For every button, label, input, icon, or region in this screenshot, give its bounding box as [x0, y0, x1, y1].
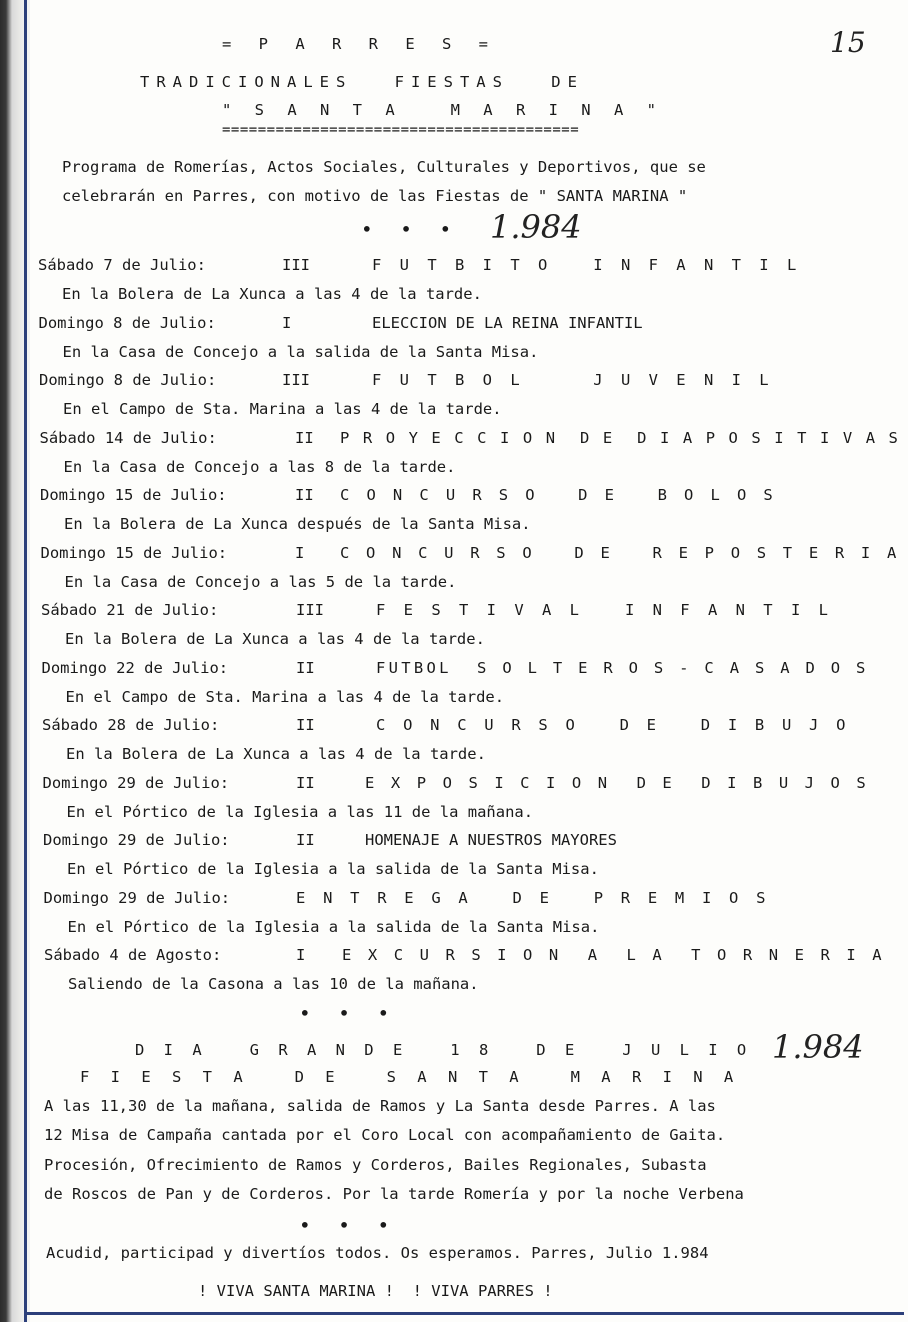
vivas-line: ! VIVA SANTA MARINA ! ! VIVA PARRES ! — [198, 1282, 553, 1300]
main-day-line-2: 12 Misa de Campaña cantada por el Coro Local con acompañamiento de Gaita. — [44, 1126, 726, 1144]
event-place: En la Bolera de La Xunca a las 4 de la tarde. — [62, 285, 482, 303]
main-day-line-3: Procesión, Ofrecimiento de Ramos y Corderos, Bailes Regionales, Subasta — [44, 1156, 707, 1174]
event-date: Domingo 15 de Julio: — [40, 543, 228, 562]
event-title: C O N C U R S O D E D I B U J O — [376, 716, 850, 734]
event-edition: III — [282, 256, 310, 274]
event-title: FUTBOL S O L T E R O S - C A S A D O S — [376, 658, 869, 677]
event-date: Sábado 4 de Agosto: — [44, 946, 222, 964]
event-edition: I — [296, 946, 306, 964]
event-place: En la Bolera de La Xunca después de la Santa Misa. — [64, 515, 531, 533]
page-border-left — [24, 0, 27, 1322]
event-title: F E S T I V A L I N F A N T I L — [376, 601, 833, 619]
event-date: Domingo 29 de Julio: — [43, 888, 231, 907]
separator-dots: • • • — [362, 220, 461, 239]
event-place: En la Casa de Concejo a las 8 de la tarde. — [63, 457, 456, 476]
event-date: Sábado 14 de Julio: — [39, 428, 217, 447]
event-edition: II — [295, 428, 314, 447]
event-date: Domingo 15 de Julio: — [40, 486, 227, 504]
event-place: En la Bolera de La Xunca a las 4 de la tarde. — [65, 630, 485, 648]
event-edition: II — [296, 773, 315, 792]
event-title: ELECCION DE LA REINA INFANTIL — [372, 313, 643, 332]
intro-line-2: celebrarán en Parres, con motivo de las Fiestas de " SANTA MARINA " — [62, 187, 688, 205]
event-date: Domingo 29 de Julio: — [43, 831, 230, 849]
event-date: Sábado 28 de Julio: — [42, 716, 220, 734]
header-title: " S A N T A M A R I N A " — [222, 101, 663, 119]
event-date: Sábado 7 de Julio: — [38, 256, 206, 274]
event-place: En el Pórtico de la Iglesia a la salida de la Santa Misa. — [67, 860, 599, 878]
event-date: Domingo 8 de Julio: — [39, 371, 217, 389]
event-place: En el Campo de Sta. Marina a las 4 de la tarde. — [65, 687, 505, 706]
event-title: P R O Y E C C I O N D E D I A P O S I T I V A S — [340, 428, 900, 447]
event-title: F U T B O L J U V E N I L — [372, 371, 774, 389]
event-title: E N T R E G A D E P R E M I O S — [296, 888, 770, 907]
event-place: En el Pórtico de la Iglesia a las 11 de la mañana. — [66, 802, 534, 821]
main-day-subheading: F I E S T A D E S A N T A M A R I N A — [80, 1068, 740, 1086]
main-day-line-4: de Roscos de Pan y de Corderos. Por la tarde Romería y por la noche Verbena — [44, 1185, 744, 1203]
event-date: Domingo 22 de Julio: — [41, 658, 229, 677]
page-border-bottom — [24, 1312, 904, 1315]
separator-dots-3: • • • — [300, 1216, 399, 1235]
separator-dots-2: • • • — [300, 1004, 399, 1023]
event-date: Sábado 21 de Julio: — [41, 601, 219, 619]
event-edition: III — [282, 371, 310, 389]
event-place: En el Pórtico de la Iglesia a la salida de la Santa Misa. — [67, 917, 600, 936]
event-edition: II — [296, 716, 315, 734]
page-number: 15 — [830, 26, 866, 59]
header-town: = P A R R E S = — [222, 35, 497, 53]
event-edition: II — [296, 831, 315, 849]
event-edition: II — [296, 658, 315, 677]
event-edition: II — [295, 486, 314, 504]
event-title: E X C U R S I O N A L A T O R N E R I A — [342, 946, 886, 964]
header-subtitle: TRADICIONALES FIESTAS DE — [140, 73, 584, 91]
event-edition: I — [282, 313, 292, 332]
handwritten-year-2: 1.984 — [772, 1028, 864, 1066]
main-day-line-1: A las 11,30 de la mañana, salida de Ramos y La Santa desde Parres. A las — [44, 1097, 716, 1115]
event-edition: III — [296, 601, 324, 619]
event-place: En la Casa de Concejo a la salida de la Santa Misa. — [62, 342, 539, 361]
event-title: F U T B I T O I N F A N T I L — [372, 256, 801, 274]
event-edition: I — [295, 543, 305, 562]
event-date: Domingo 29 de Julio: — [42, 773, 230, 792]
event-title: E X P O S I C I O N D E D I B U J O S — [365, 773, 870, 792]
intro-line-1: Programa de Romerías, Actos Sociales, Culturales y Deportivos, que se — [62, 158, 706, 176]
event-place: En la Bolera de La Xunca a las 4 de la tarde. — [66, 745, 486, 763]
event-place: Saliendo de la Casona a las 10 de la mañana. — [68, 975, 479, 993]
event-title: HOMENAJE A NUESTROS MAYORES — [365, 831, 617, 849]
closing-line: Acudid, participad y divertíos todos. Os esperamos. Parres, Julio 1.984 — [46, 1244, 709, 1262]
event-title: C O N C U R S O D E R E P O S T E R I A — [340, 543, 900, 562]
event-place: En el Campo de Sta. Marina a las 4 de la tarde. — [63, 400, 502, 418]
event-date: Domingo 8 de Julio: — [38, 313, 216, 332]
event-place: En la Casa de Concejo a las 5 de la tarde. — [64, 572, 457, 591]
main-day-heading: D I A G R A N D E 1 8 D E J U L I O — [135, 1041, 752, 1059]
handwritten-year: 1.984 — [490, 208, 582, 246]
event-title: C O N C U R S O D E B O L O S — [340, 486, 777, 504]
header-rule: ======================================== — [222, 122, 580, 138]
